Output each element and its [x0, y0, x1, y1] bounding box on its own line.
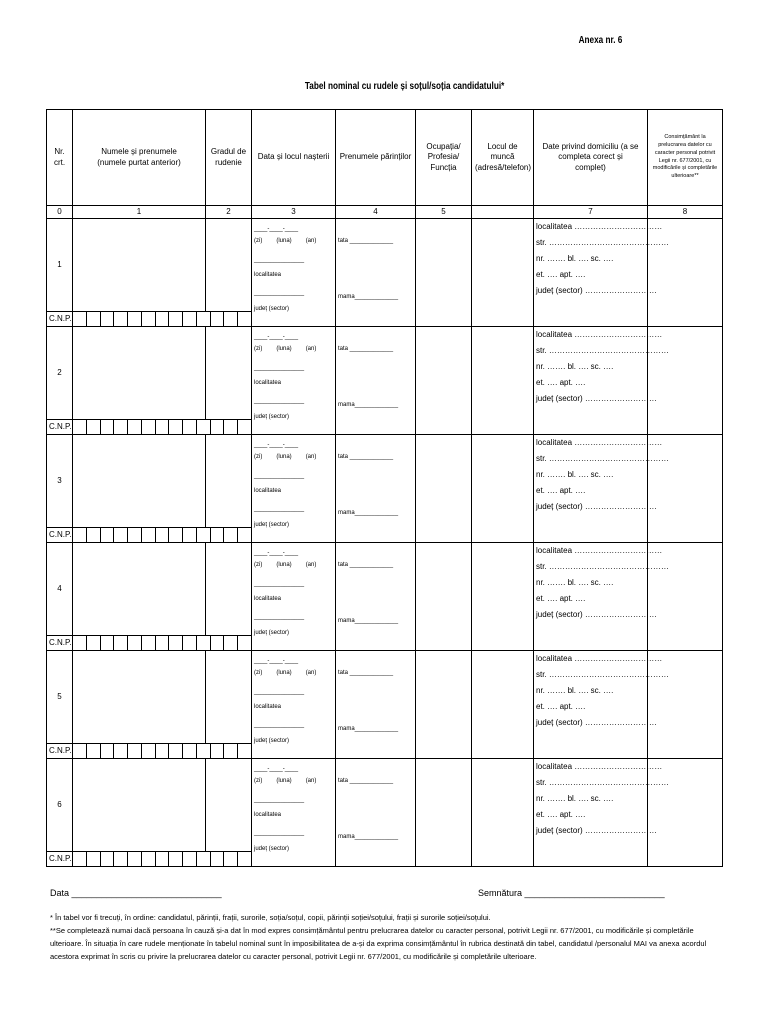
- cnp-box[interactable]: [237, 528, 251, 542]
- person-row: [47, 543, 723, 636]
- name-cell[interactable]: [73, 759, 206, 852]
- name-cell[interactable]: [73, 327, 206, 420]
- cnp-box[interactable]: [100, 312, 114, 326]
- name-cell[interactable]: [73, 543, 206, 636]
- cnp-box[interactable]: [182, 636, 196, 650]
- cnp-box[interactable]: [86, 852, 100, 866]
- cnp-box[interactable]: [86, 636, 100, 650]
- address-number: nr. ……. bl. …. sc. ….: [536, 361, 614, 371]
- address-locality: localitatea ……………………………: [536, 221, 663, 231]
- degree-cell[interactable]: [206, 219, 252, 312]
- county-label: județ (sector): [254, 521, 290, 528]
- day-label: (zi): [254, 345, 263, 352]
- cnp-box[interactable]: [113, 636, 127, 650]
- cnp-box[interactable]: [155, 636, 169, 650]
- person-row: [47, 219, 723, 312]
- cnp-box[interactable]: [127, 528, 141, 542]
- mother-field: mama_____________: [338, 509, 399, 516]
- cnp-box[interactable]: [73, 636, 86, 650]
- address-county: județ (sector) ………………………: [536, 825, 657, 835]
- cnp-box[interactable]: [182, 852, 196, 866]
- cnp-box[interactable]: [127, 636, 141, 650]
- blank-line: _______________: [254, 289, 305, 296]
- locality-label: localitatea: [254, 703, 282, 710]
- page-title: [0, 81, 770, 92]
- cnp-input[interactable]: [73, 852, 252, 867]
- cnp-box[interactable]: [113, 312, 127, 326]
- degree-cell[interactable]: [206, 759, 252, 852]
- county-label: județ (sector): [254, 737, 290, 744]
- cnp-box[interactable]: [223, 420, 237, 434]
- cnp-box[interactable]: [237, 420, 251, 434]
- name-cell[interactable]: [73, 219, 206, 312]
- row-number: 3: [47, 435, 73, 528]
- cnp-box[interactable]: [113, 852, 127, 866]
- cnp-box[interactable]: [168, 312, 182, 326]
- mother-field: mama_____________: [338, 617, 399, 624]
- address-street: str. ………………………………………: [536, 345, 669, 355]
- birth-date-line: ____-____-____: [254, 441, 299, 448]
- cnp-box[interactable]: [155, 744, 169, 758]
- cnp-label: C.N.P.: [47, 636, 73, 651]
- address-county: județ (sector) ………………………: [536, 285, 657, 295]
- address-county: județ (sector) ………………………: [536, 393, 657, 403]
- address-cell[interactable]: [534, 543, 669, 651]
- cnp-box[interactable]: [100, 528, 114, 542]
- birth-date-line: ____-____-____: [254, 765, 299, 772]
- cnp-box[interactable]: [196, 312, 210, 326]
- cnp-label: C.N.P.: [47, 312, 73, 327]
- address-floor: et. …. apt. ….: [536, 485, 586, 495]
- header-row: [47, 110, 723, 206]
- cnp-box[interactable]: [73, 744, 86, 758]
- day-label: (zi): [254, 777, 263, 784]
- cnp-box[interactable]: [223, 636, 237, 650]
- cnp-box[interactable]: [86, 420, 100, 434]
- row-number: 4: [47, 543, 73, 636]
- parents-cell[interactable]: [336, 327, 416, 435]
- cnp-box[interactable]: [210, 852, 224, 866]
- occupation-cell[interactable]: [416, 759, 472, 867]
- col-number: 2: [206, 206, 252, 219]
- cnp-input[interactable]: [73, 420, 252, 435]
- cnp-box[interactable]: [127, 744, 141, 758]
- address-street: str. ………………………………………: [536, 453, 669, 463]
- cnp-box[interactable]: [141, 744, 155, 758]
- blank-line: _______________: [254, 721, 305, 728]
- birth-cell[interactable]: [252, 327, 336, 435]
- workplace-cell[interactable]: [472, 219, 534, 327]
- locality-label: localitatea: [254, 487, 282, 494]
- address-floor: et. …. apt. ….: [536, 701, 586, 711]
- cnp-box[interactable]: [141, 312, 155, 326]
- birth-cell[interactable]: [252, 435, 336, 543]
- occupation-cell[interactable]: [416, 651, 472, 759]
- cnp-box[interactable]: [141, 420, 155, 434]
- occupation-cell[interactable]: [416, 327, 472, 435]
- address-floor: et. …. apt. ….: [536, 809, 586, 819]
- birth-cell[interactable]: [252, 651, 336, 759]
- day-label: (zi): [254, 453, 263, 460]
- footnote-2: **Se completează numai dacă persoana în cauză și-a dat în mod expres consimțământul pentru prelucrarea datelor cu caracter personal, potrivit Legii nr. 677/2001, cu modificările și completările ulterioare. În situația în care rudele menționate în tabelul nominal sunt în imposibilitatea de a-și da exprima consimțământul în rubrica destinată din tabel, candidatul /personalul MAI va anexa acordul acestora exprimat în scris cu privire la prelucrarea datelor cu caracter personal, potrivit Legii nr. 677/2001, cu modificările și completările ulterioare.: [50, 926, 707, 962]
- cnp-box[interactable]: [113, 528, 127, 542]
- occupation-cell[interactable]: [416, 219, 472, 327]
- father-field: tata _____________: [338, 237, 394, 244]
- col-number: 8: [648, 206, 723, 219]
- parents-cell[interactable]: [336, 219, 416, 327]
- row-number: 5: [47, 651, 73, 744]
- consent-cell[interactable]: [648, 435, 723, 543]
- blank-line: _______________: [254, 256, 305, 263]
- col-number: 4: [336, 206, 416, 219]
- father-field: tata _____________: [338, 345, 394, 352]
- blank-line: _______________: [254, 472, 305, 479]
- header-degree: Gradul de rudenie: [206, 110, 252, 206]
- row-number: 2: [47, 327, 73, 420]
- locality-label: localitatea: [254, 271, 282, 278]
- locality-label: localitatea: [254, 811, 282, 818]
- address-county: județ (sector) ………………………: [536, 609, 657, 619]
- cnp-box[interactable]: [237, 636, 251, 650]
- cnp-box[interactable]: [223, 852, 237, 866]
- mother-field: mama_____________: [338, 401, 399, 408]
- day-label: (zi): [254, 669, 263, 676]
- workplace-cell[interactable]: [472, 651, 534, 759]
- header-consent: Consimțământ la prelucrarea datelor cu caracter personal potrivit Legii nr. 677/2001, cu modificările și completările ulterioare**: [648, 110, 723, 206]
- address-cell[interactable]: [534, 435, 669, 543]
- birth-date-line: ____-____-____: [254, 333, 299, 340]
- address-locality: localitatea ……………………………: [536, 329, 663, 339]
- header-parents: Prenumele părinților: [336, 110, 416, 206]
- month-label: (luna): [276, 453, 292, 460]
- birth-date-line: ____-____-____: [254, 225, 299, 232]
- address-number: nr. ……. bl. …. sc. ….: [536, 469, 614, 479]
- address-number: nr. ……. bl. …. sc. ….: [536, 577, 614, 587]
- father-field: tata _____________: [338, 453, 394, 460]
- cnp-box[interactable]: [100, 852, 114, 866]
- cnp-box[interactable]: [223, 744, 237, 758]
- cnp-box[interactable]: [196, 528, 210, 542]
- cnp-box[interactable]: [127, 852, 141, 866]
- cnp-box[interactable]: [73, 528, 86, 542]
- workplace-cell[interactable]: [472, 543, 534, 651]
- address-number: nr. ……. bl. …. sc. ….: [536, 793, 614, 803]
- address-floor: et. …. apt. ….: [536, 269, 586, 279]
- consent-cell[interactable]: [648, 219, 723, 327]
- header-nr: Nr. crt.: [47, 110, 73, 206]
- birth-date-line: ____-____-____: [254, 657, 299, 664]
- col-number: 0: [47, 206, 73, 219]
- cnp-box[interactable]: [155, 420, 169, 434]
- address-locality: localitatea ……………………………: [536, 653, 663, 663]
- cnp-box[interactable]: [196, 744, 210, 758]
- address-locality: localitatea ……………………………: [536, 545, 663, 555]
- cnp-box[interactable]: [168, 528, 182, 542]
- header-name: Numele și prenumele (numele purtat anterior): [73, 110, 206, 206]
- county-label: județ (sector): [254, 413, 290, 420]
- footnote-1: * În tabel vor fi trecuți, în ordine: candidatul, părinții, frații, surorile, soția/soțul, copii, părinții soției/soțului, frații și surorile soției/soțului.: [50, 913, 491, 922]
- consent-cell[interactable]: [648, 327, 723, 435]
- county-label: județ (sector): [254, 629, 290, 636]
- cnp-box[interactable]: [100, 420, 114, 434]
- cnp-box[interactable]: [210, 744, 224, 758]
- name-cell[interactable]: [73, 435, 206, 528]
- mother-field: mama_____________: [338, 833, 399, 840]
- consent-cell[interactable]: [648, 651, 723, 759]
- cnp-box[interactable]: [237, 744, 251, 758]
- locality-label: localitatea: [254, 595, 282, 602]
- cnp-input[interactable]: [73, 312, 252, 327]
- cnp-box[interactable]: [141, 528, 155, 542]
- row-number: 1: [47, 219, 73, 312]
- address-floor: et. …. apt. ….: [536, 377, 586, 387]
- date-field: Data ______________________________: [50, 888, 222, 898]
- address-floor: et. …. apt. ….: [536, 593, 586, 603]
- cnp-label: C.N.P.: [47, 528, 73, 543]
- workplace-cell[interactable]: [472, 327, 534, 435]
- parents-cell[interactable]: [336, 759, 416, 867]
- cnp-box[interactable]: [155, 312, 169, 326]
- degree-cell[interactable]: [206, 327, 252, 420]
- address-cell[interactable]: [534, 651, 669, 759]
- cnp-box[interactable]: [168, 744, 182, 758]
- parents-cell[interactable]: [336, 543, 416, 651]
- cnp-box[interactable]: [223, 312, 237, 326]
- col-number: 5: [416, 206, 472, 219]
- cnp-input[interactable]: [73, 528, 252, 543]
- cnp-box[interactable]: [210, 420, 224, 434]
- cnp-box[interactable]: [113, 420, 127, 434]
- county-label: județ (sector): [254, 305, 290, 312]
- title-text: Tabel nominal cu rudele și soțul/soția candidatului*: [305, 81, 505, 92]
- blank-line: _______________: [254, 580, 305, 587]
- cnp-box[interactable]: [141, 636, 155, 650]
- month-label: (luna): [276, 777, 292, 784]
- birth-cell[interactable]: [252, 759, 336, 867]
- cnp-box[interactable]: [141, 852, 155, 866]
- blank-line: _______________: [254, 796, 305, 803]
- degree-cell[interactable]: [206, 651, 252, 744]
- workplace-cell[interactable]: [472, 435, 534, 543]
- annex-number: Anexa nr. 6: [578, 35, 622, 46]
- address-number: nr. ……. bl. …. sc. ….: [536, 685, 614, 695]
- blank-line: _______________: [254, 397, 305, 404]
- address-locality: localitatea ……………………………: [536, 761, 663, 771]
- year-label: (an): [305, 453, 317, 460]
- cnp-box[interactable]: [210, 528, 224, 542]
- year-label: (an): [305, 237, 317, 244]
- cnp-box[interactable]: [86, 744, 100, 758]
- row-number: 6: [47, 759, 73, 852]
- county-label: județ (sector): [254, 845, 290, 852]
- cnp-box[interactable]: [237, 312, 251, 326]
- mother-field: mama_____________: [338, 725, 399, 732]
- cnp-box[interactable]: [86, 312, 100, 326]
- year-label: (an): [305, 345, 317, 352]
- address-number: nr. ……. bl. …. sc. ….: [536, 253, 614, 263]
- cnp-box[interactable]: [155, 528, 169, 542]
- parents-cell[interactable]: [336, 435, 416, 543]
- cnp-box[interactable]: [168, 420, 182, 434]
- degree-cell[interactable]: [206, 543, 252, 636]
- col-number: 1: [73, 206, 206, 219]
- blank-line: _______________: [254, 505, 305, 512]
- blank-line: _______________: [254, 829, 305, 836]
- cnp-box[interactable]: [73, 420, 86, 434]
- address-county: județ (sector) ………………………: [536, 501, 657, 511]
- cnp-box[interactable]: [210, 312, 224, 326]
- header-workplace: Locul de muncă (adresă/telefon): [472, 110, 534, 206]
- cnp-input[interactable]: [73, 636, 252, 651]
- cnp-box[interactable]: [196, 636, 210, 650]
- cnp-box[interactable]: [168, 852, 182, 866]
- blank-line: _______________: [254, 688, 305, 695]
- cnp-box[interactable]: [182, 528, 196, 542]
- person-row: [47, 651, 723, 744]
- month-label: (luna): [276, 237, 292, 244]
- degree-cell[interactable]: [206, 435, 252, 528]
- month-label: (luna): [276, 669, 292, 676]
- footnotes: [50, 911, 720, 964]
- header-birth: Data și locul nașterii: [252, 110, 336, 206]
- cnp-box[interactable]: [210, 636, 224, 650]
- cnp-box[interactable]: [127, 420, 141, 434]
- month-label: (luna): [276, 561, 292, 568]
- blank-line: _______________: [254, 613, 305, 620]
- header-address: Date privind domiciliu (a se completa corect și complet): [534, 110, 648, 206]
- year-label: (an): [305, 669, 317, 676]
- name-cell[interactable]: [73, 651, 206, 744]
- cnp-box[interactable]: [155, 852, 169, 866]
- mother-field: mama_____________: [338, 293, 399, 300]
- address-street: str. ………………………………………: [536, 237, 669, 247]
- col-number: [472, 206, 534, 219]
- cnp-box[interactable]: [113, 744, 127, 758]
- person-row: [47, 327, 723, 420]
- address-locality: localitatea ……………………………: [536, 437, 663, 447]
- person-row: [47, 759, 723, 852]
- cnp-box[interactable]: [100, 636, 114, 650]
- workplace-cell[interactable]: [472, 759, 534, 867]
- father-field: tata _____________: [338, 777, 394, 784]
- cnp-label: C.N.P.: [47, 420, 73, 435]
- cnp-box[interactable]: [223, 528, 237, 542]
- consent-cell[interactable]: [648, 759, 723, 867]
- col-number: 7: [534, 206, 648, 219]
- birth-cell[interactable]: [252, 219, 336, 327]
- relatives-table: [46, 109, 723, 867]
- month-label: (luna): [276, 345, 292, 352]
- cnp-box[interactable]: [182, 312, 196, 326]
- col-number: 3: [252, 206, 336, 219]
- day-label: (zi): [254, 561, 263, 568]
- occupation-cell[interactable]: [416, 543, 472, 651]
- cnp-box[interactable]: [196, 852, 210, 866]
- year-label: (an): [305, 777, 317, 784]
- day-label: (zi): [254, 237, 263, 244]
- cnp-box[interactable]: [127, 312, 141, 326]
- address-cell[interactable]: [534, 327, 669, 435]
- cnp-input[interactable]: [73, 744, 252, 759]
- address-street: str. ………………………………………: [536, 561, 669, 571]
- address-cell[interactable]: [534, 759, 669, 867]
- cnp-box[interactable]: [86, 528, 100, 542]
- column-number-row: [47, 206, 723, 219]
- address-street: str. ………………………………………: [536, 777, 669, 787]
- cnp-box[interactable]: [182, 744, 196, 758]
- person-row: [47, 435, 723, 528]
- address-street: str. ………………………………………: [536, 669, 669, 679]
- cnp-box[interactable]: [73, 852, 86, 866]
- birth-cell[interactable]: [252, 543, 336, 651]
- father-field: tata _____________: [338, 561, 394, 568]
- cnp-box[interactable]: [73, 312, 86, 326]
- cnp-box[interactable]: [182, 420, 196, 434]
- cnp-box[interactable]: [237, 852, 251, 866]
- address-cell[interactable]: [534, 219, 669, 327]
- header-occupation: Ocupația/ Profesia/ Funcția: [416, 110, 472, 206]
- signature-field: Semnătura ____________________________: [478, 888, 665, 898]
- cnp-label: C.N.P.: [47, 852, 73, 867]
- birth-date-line: ____-____-____: [254, 549, 299, 556]
- consent-cell[interactable]: [648, 543, 723, 651]
- blank-line: _______________: [254, 364, 305, 371]
- cnp-label: C.N.P.: [47, 744, 73, 759]
- address-county: județ (sector) ………………………: [536, 717, 657, 727]
- parents-cell[interactable]: [336, 651, 416, 759]
- year-label: (an): [305, 561, 317, 568]
- cnp-box[interactable]: [196, 420, 210, 434]
- father-field: tata _____________: [338, 669, 394, 676]
- occupation-cell[interactable]: [416, 435, 472, 543]
- locality-label: localitatea: [254, 379, 282, 386]
- cnp-box[interactable]: [168, 636, 182, 650]
- cnp-box[interactable]: [100, 744, 114, 758]
